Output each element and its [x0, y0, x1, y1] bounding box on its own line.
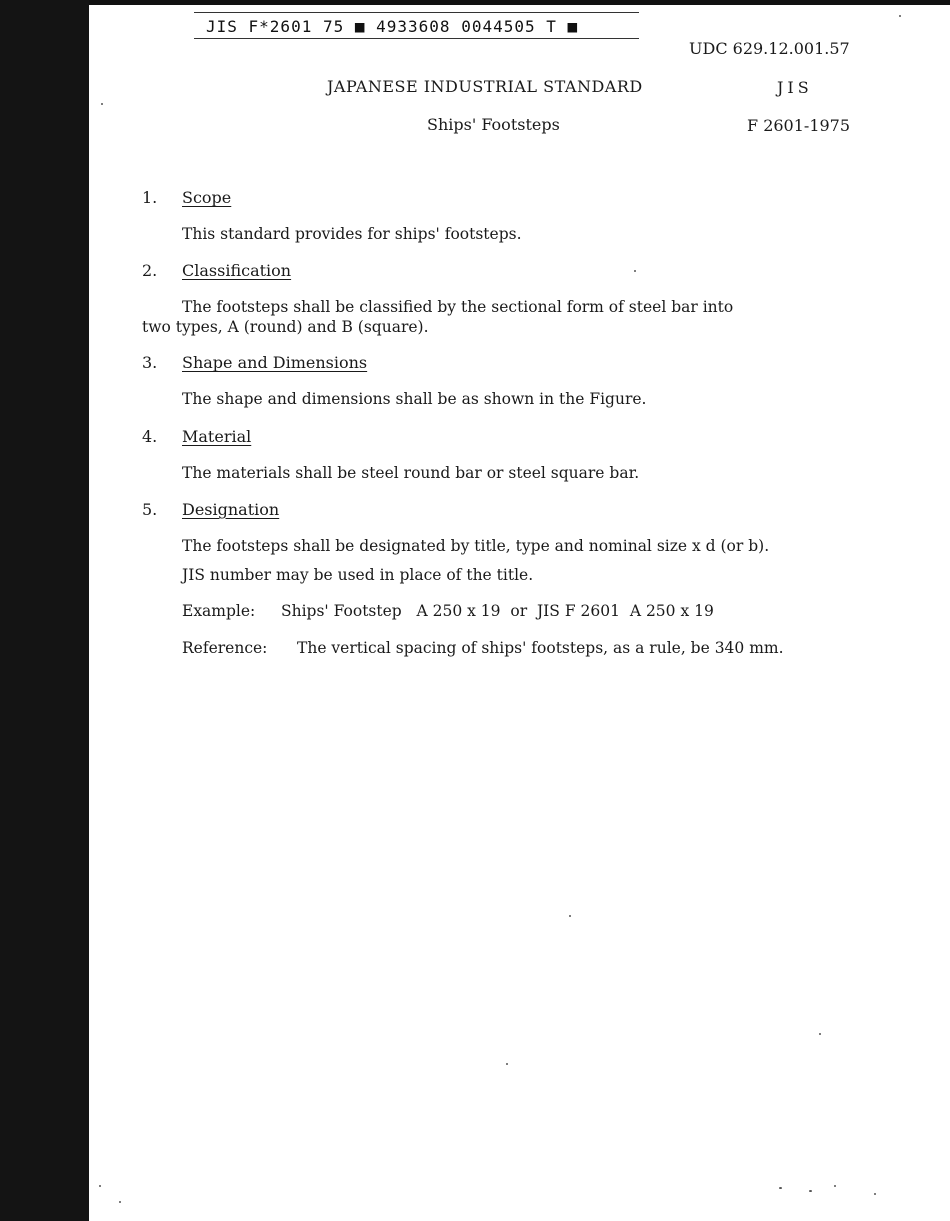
section-text: The shape and dimensions shall be as shown in the Figure. — [182, 390, 647, 408]
scan-speck — [506, 1063, 508, 1065]
section-number: 5. — [142, 500, 158, 519]
scan-speck — [99, 1185, 101, 1187]
section-text: The footsteps shall be classified by the sectional form of steel bar into — [182, 298, 734, 316]
scan-speck — [809, 1190, 812, 1192]
scan-speck — [119, 1201, 121, 1203]
section-text: The footsteps shall be designated by title, type and nominal size x d (or b). — [182, 537, 770, 555]
section-number: 2. — [142, 261, 158, 280]
section-number: 1. — [142, 188, 158, 207]
scan-speck — [874, 1193, 876, 1195]
scan-speck — [834, 1185, 836, 1187]
scan-left-edge — [0, 0, 89, 1221]
document-page — [89, 5, 950, 1221]
section-heading-material: Material — [182, 427, 252, 446]
scan-speck — [634, 270, 636, 272]
section-heading-scope: Scope — [182, 188, 232, 207]
section-text: The materials shall be steel round bar or steel square bar. — [182, 464, 640, 482]
section-heading-designation: Designation — [182, 500, 280, 519]
reference-label: Reference: — [182, 639, 268, 657]
jis-mark: JIS — [777, 78, 813, 97]
scan-speck — [779, 1187, 782, 1189]
example-label: Example: — [182, 602, 256, 620]
header-code-line: JIS F*2601 75 ■ 4933608 0044505 T ■ — [206, 17, 579, 36]
scan-speck — [899, 15, 901, 17]
section-text: This standard provides for ships' footsteps. — [182, 225, 522, 243]
udc-number: UDC 629.12.001.57 — [689, 39, 850, 58]
section-number: 3. — [142, 353, 158, 372]
section-heading-classification: Classification — [182, 261, 292, 280]
header-rule-bottom — [194, 38, 639, 39]
document-title: Ships' Footsteps — [427, 115, 560, 134]
section-text: JIS number may be used in place of the title. — [182, 566, 534, 584]
example-text: Ships' Footstep A 250 x 19 or JIS F 2601 A 250 x 19 — [281, 602, 714, 620]
section-heading-shape-dimensions: Shape and Dimensions — [182, 353, 368, 372]
header-rule-top — [194, 12, 639, 13]
standard-name: JAPANESE INDUSTRIAL STANDARD — [327, 77, 643, 96]
reference-text: The vertical spacing of ships' footsteps, as a rule, be 340 mm. — [297, 639, 784, 657]
document-number: F 2601-1975 — [747, 116, 851, 135]
section-number: 4. — [142, 427, 158, 446]
scan-speck — [101, 103, 103, 105]
section-text: two types, A (round) and B (square). — [142, 318, 429, 336]
scan-speck — [569, 915, 571, 917]
scan-speck — [819, 1033, 821, 1035]
